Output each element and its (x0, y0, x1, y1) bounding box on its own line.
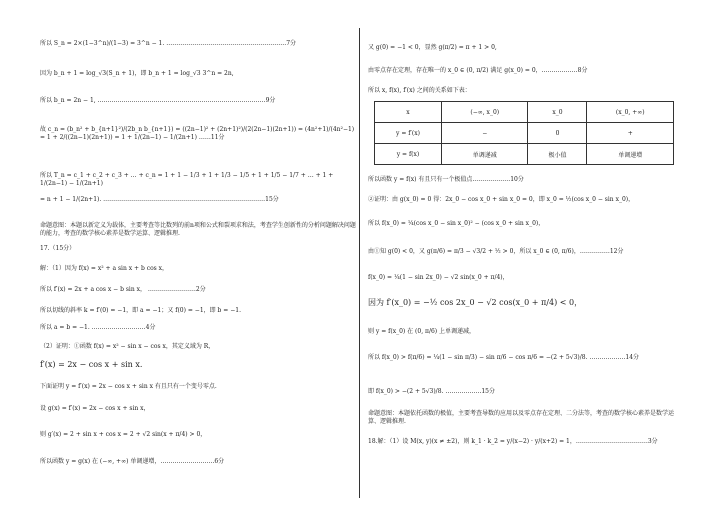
right-line-4: 所以函数 y = f(x) 有且只有一个极值点.………………10分 (368, 176, 524, 183)
left-line-2: 因为 b_n + 1 = log_√3(S_n + 1)，即 b_n + 1 = log_√3 3^n = 2n, (40, 70, 234, 77)
column-divider (359, 28, 360, 498)
left-line-1: 所以 S_n = 2×(1−3^n)/(1−3) = 3^n − 1. ……………………………………………………7分 (40, 40, 297, 47)
table-header-cell: (x_0, +∞) (587, 102, 674, 123)
table-cell: y = f′(x) (375, 123, 442, 144)
right-line-12: 即 f(x_0) > −(2 + 5√3)/8. ………………15分 (368, 388, 495, 395)
left-line-11: 所以切线的斜率 k = f′(0) = −1，即 a = −1；又 f(0) = −1，即 b = −1. (40, 307, 241, 314)
table-row (375, 123, 674, 144)
left-line-17: 则 g′(x) = 2 + sin x + cos x = 2 + √2 sin(x + π/4) > 0， (40, 431, 207, 438)
right-line-5: ②证明：由 g(x_0) = 0 得：2x_0 − cos x_0 + sin x_0 = 0，即 x_0 = ½(cos x_0 − sin x_0)， (368, 196, 635, 203)
left-column (40, 0, 358, 508)
right-line-11: 所以 f(x_0) > f(π/6) = ¼(1 − sin π/3) − sin π/6 − cos π/6 = −(2 + 5√3)/8. ………………14分 (368, 354, 640, 361)
left-line-16: 设 g(x) = f′(x) = 2x − cos x + sin x， (40, 405, 150, 412)
right-line-1: 又 g(0) = −1 < 0，显然 g(π/2) = π + 1 > 0, (368, 44, 497, 51)
table-header-cell: x_0 (528, 102, 587, 123)
table-row (375, 102, 674, 123)
right-line-3: 所以 x, f(x), f′(x) 之间的关系如下表： (368, 87, 471, 94)
left-line-18: 所以函数 y = g(x) 在 (−∞, +∞) 单调递增，………………………6分 (40, 458, 225, 465)
table-cell: − (442, 123, 528, 144)
right-line-14: 18.解：（1）设 M(x, y)(x ≠ ±2)，则 k_1 · k_2 = y/(x−2) · y/(x+2) = 1，………………………………3分 (368, 438, 658, 445)
left-line-15: 下面证明 y = f′(x) = 2x − cos x + sin x 有且只有一个变号零点. (40, 383, 217, 390)
table-cell: 0 (528, 123, 587, 144)
left-line-12: 所以 a = b = −1. ………………………4分 (40, 324, 156, 331)
left-line-3: 所以 b_n = 2n − 1, …………………………………………………………………………9分 (40, 97, 276, 104)
right-line-2: 由零点存在定理，存在唯一的 x_0 ∈ (0, π/2) 满足 g(x_0) = 0，………………8分 (368, 67, 588, 74)
table-header-cell: x (375, 102, 442, 123)
table-cell: y = f(x) (375, 144, 442, 165)
left-line-8: 17.（15分） (40, 245, 76, 252)
left-line-9: 解：（1）因为 f(x) = x² + a sin x + b cos x， (40, 265, 169, 272)
table-cell: 极小值 (528, 144, 587, 165)
left-line-5: 所以 T_n = c_1 + c_2 + c_3 + … + c_n = 1 + 1 − 1/3 + 1 + 1/3 − 1/5 + 1 + 1/5 − 1/7 + … + 1 + 1/(2n−1) − 1/(2n+1) (40, 172, 334, 187)
left-line-7: 命题意图：本题以新定义为载体，主要考查等比数列的前n项和公式和裂项求和法，考查学生创新性的分析问题解决问题的能力，考查的数学核心素养是数学运算、逻辑推理. (40, 222, 356, 237)
right-line-8: f(x_0) = ¼(1 − sin 2x_0) − √2 sin(x_0 + π/4)， (368, 274, 509, 281)
table-cell: 单调递增 (587, 144, 674, 165)
monotonicity-table (374, 101, 674, 165)
right-line-7: 由①知 g(0) < 0，又 g(π/6) = π/3 − √3/2 + ½ > 0，所以 x_0 ∈ (0, π/6)，……………12分 (368, 248, 624, 255)
right-line-10: 则 y = f(x_0) 在 (0, π/6) 上单调递减， (368, 328, 476, 335)
right-line-13: 命题意图：本题依托函数的极值，主要考查导数的应用以及零点存在定理、二分法等，考查的数学核心素养是数学运算、逻辑推理. (368, 410, 675, 425)
left-line-4: 故 c_n = (b_n² + b_{n+1}²)/(2b_n b_{n+1}) = ((2n−1)² + (2n+1)²)/(2(2n−1)(2n+1)) = (4n²+1)/(4n²−1) = 1 + 2/((2n−1)(2n+1)) = 1 + 1/(2n−1) − 1/(2n+1) ……11分 (40, 126, 355, 141)
table-cell: 单调递减 (442, 144, 528, 165)
table-row (375, 144, 674, 165)
table-header-cell: (−∞, x_0) (442, 102, 528, 123)
right-line-6: 所以 f(x_0) = ¼(cos x_0 − sin x_0)² − (cos x_0 + sin x_0)， (368, 220, 545, 227)
table-cell: + (587, 123, 674, 144)
right-column (368, 0, 680, 508)
left-line-10: 所以 f′(x) = 2x + a cos x − b sin x， ……………………2分 (40, 286, 206, 293)
right-line-9: 因为 f′(x_0) = −½ cos 2x_0 − √2 cos(x_0 + π/4) < 0， (368, 298, 583, 307)
left-line-14: f′(x) = 2x − cos x + sin x. (40, 360, 143, 369)
left-line-6: = n + 1 − 1/(2n+1). ………………………………………………………………………15分 (40, 196, 279, 203)
left-line-13: （2）证明：①函数 f(x) = x² − sin x − cos x，其定义域为 R， (40, 343, 215, 350)
